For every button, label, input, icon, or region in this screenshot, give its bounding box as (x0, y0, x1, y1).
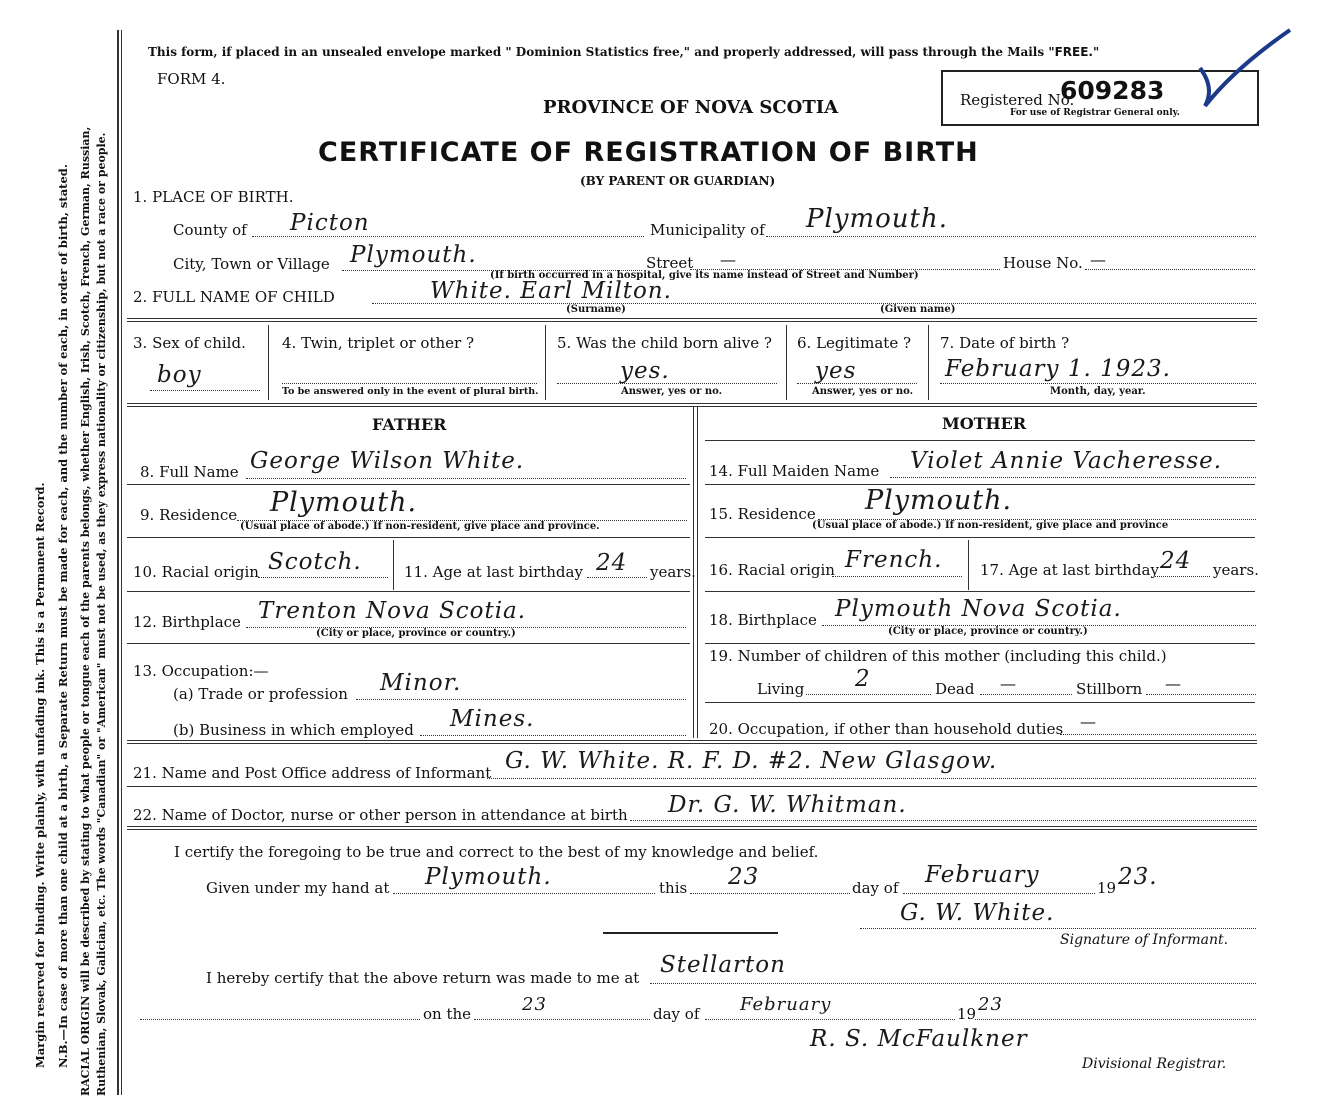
living-value: 2 (855, 666, 871, 692)
margin-rule-inner (121, 30, 122, 1095)
registrar-month-value: February (740, 994, 832, 1015)
father-race-value: Scotch. (268, 549, 362, 575)
mail-notice (148, 45, 1099, 59)
alive-label: 5. Was the child born alive ? (557, 334, 772, 352)
child-name-label: 2. FULL NAME OF CHILD (133, 288, 335, 306)
registrar-year-value: 23 (978, 994, 1003, 1015)
father-years: years. (650, 563, 696, 581)
place-heading: 1. PLACE OF BIRTH. (133, 188, 294, 206)
page-subtitle: (BY PARENT OR GUARDIAN) (580, 174, 776, 188)
alive-note: Answer, yes or no. (621, 386, 723, 397)
dob-note: Month, day, year. (1050, 386, 1146, 397)
mother-name-label: 14. Full Maiden Name (709, 462, 880, 480)
page-title: CERTIFICATE OF REGISTRATION OF BIRTH (318, 137, 979, 168)
father-birthplace-note: (City or place, province or country.) (316, 628, 516, 639)
mother-residence-label: 15. Residence (709, 505, 816, 523)
father-birthplace-label: 12. Birthplace (133, 613, 241, 631)
stillborn-label: Stillborn (1076, 680, 1143, 698)
county-value: Picton (290, 210, 370, 236)
city-label: City, Town or Village (173, 255, 330, 273)
given-year-value: 23. (1118, 864, 1158, 890)
registrar-place-value: Stellarton (660, 952, 786, 978)
registered-number: 609283 (1060, 76, 1165, 105)
stillborn-value: — (1165, 674, 1181, 693)
certify-statement: I certify the foregoing to be true and correct to the best of my knowledge and belief. (174, 843, 819, 861)
dead-value: — (1000, 674, 1016, 693)
registrar-general-note: For use of Registrar General only. (1010, 108, 1180, 118)
dob-label: 7. Date of birth ? (940, 334, 1070, 352)
dayof-label: day of (852, 879, 899, 897)
dob-value: February 1. 1923. (945, 356, 1171, 382)
dead-label: Dead (935, 680, 975, 698)
margin-note-racial-origin: RACIAL ORIGIN will be described by stating to what people or tongue each of the parents belongs, whether English, Irish, Scotch, French, German, Russian, (79, 126, 92, 1096)
father-residence-label: 9. Residence (140, 506, 238, 524)
informant-signature: G. W. White. (900, 900, 1055, 926)
municipality-value: Plymouth. (806, 204, 949, 234)
business-label: (b) Business in which employed (173, 721, 414, 739)
mother-race-label: 16. Racial origin (709, 561, 835, 579)
mother-birthplace-value: Plymouth Nova Scotia. (835, 596, 1122, 622)
margin-rule (117, 30, 119, 1095)
father-residence-note: (Usual place of abode.) If non-resident, give place and province. (240, 521, 600, 532)
sex-label: 3. Sex of child. (133, 334, 246, 352)
child-name-value: White. Earl Milton. (430, 278, 672, 304)
margin-note-racial-origin-2: Ruthenian, Slovak, Galician, etc. The words "Canadian" or "American" must not be used, as they express nationality or citizenship, but not a race or people. (95, 132, 108, 1096)
legitimate-label: 6. Legitimate ? (797, 334, 912, 352)
father-residence-value: Plymouth. (270, 487, 418, 518)
given-name-note: (Given name) (880, 304, 956, 315)
business-value: Mines. (450, 706, 535, 732)
mother-residence-value: Plymouth. (865, 485, 1013, 516)
mother-residence-note: (Usual place of abode.) If non-resident, give place and province (812, 520, 1169, 531)
father-name-value: George Wilson White. (250, 448, 525, 474)
registrar-signature: R. S. McFaulkner (810, 1026, 1028, 1052)
given-month-value: February (925, 862, 1040, 888)
mother-heading: MOTHER (942, 414, 1027, 433)
mother-age-value: 24 (1160, 548, 1192, 574)
father-heading: FATHER (372, 415, 447, 434)
mail-notice-text: This form, if placed in an unsealed envelope marked " Dominion Statistics free," and properly addressed, will pass through the Mails (148, 45, 1045, 59)
mother-age-label: 17. Age at last birthday (980, 561, 1159, 579)
checkmark-icon (1195, 28, 1295, 118)
given-day-value: 23 (728, 864, 760, 890)
informant-label: 21. Name and Post Office address of Informant (133, 764, 492, 782)
city-value: Plymouth. (350, 242, 477, 268)
father-birthplace-value: Trenton Nova Scotia. (258, 598, 527, 624)
year-prefix: 19 (1097, 879, 1117, 897)
registrar-statement: I hereby certify that the above return was made to me at (206, 969, 640, 987)
father-age-value: 24 (596, 550, 628, 576)
sex-value: boy (157, 362, 202, 388)
alive-value: yes. (620, 358, 670, 384)
hospital-note: (If birth occurred in a hospital, give its name instead of Street and Number) (490, 270, 919, 281)
on-label: on the (423, 1005, 472, 1023)
registrar-year-prefix: 19 (957, 1005, 977, 1023)
legitimate-note: Answer, yes or no. (812, 386, 914, 397)
house-label: House No. (1003, 254, 1083, 272)
father-name-label: 8. Full Name (140, 463, 239, 481)
doctor-value: Dr. G. W. Whitman. (668, 792, 907, 818)
given-label: Given under my hand at (206, 879, 390, 897)
twin-note: To be answered only in the event of plural birth. (282, 386, 539, 397)
registered-label: Registered No. (960, 91, 1075, 109)
living-label: Living (757, 680, 805, 698)
given-place-value: Plymouth. (425, 864, 552, 890)
form-number: FORM 4. (157, 70, 226, 88)
children-label: 19. Number of children of this mother (including this child.) (709, 647, 1167, 665)
father-race-label: 10. Racial origin (133, 563, 259, 581)
registrar-day-value: 23 (522, 994, 547, 1015)
this-label: this (659, 879, 688, 897)
legitimate-value: yes (815, 358, 857, 384)
mail-free: "FREE." (1048, 45, 1100, 59)
mother-years: years. (1213, 561, 1259, 579)
surname-note: (Surname) (566, 304, 626, 315)
mother-occupation-label: 20. Occupation, if other than household duties (709, 720, 1064, 738)
mother-race-value: French. (845, 547, 943, 573)
margin-note-binding: Margin reserved for binding. Write plainly, with unfading ink. This is a Permanent Record. (33, 482, 47, 1068)
municipality-label: Municipality of (650, 221, 765, 239)
father-age-label: 11. Age at last birthday (404, 563, 583, 581)
informant-value: G. W. White. R. F. D. #2. New Glasgow. (505, 748, 998, 774)
house-value: — (1090, 250, 1106, 269)
trade-label: (a) Trade or profession (173, 685, 348, 703)
informant-signature-label: Signature of Informant. (1060, 932, 1229, 948)
twin-label: 4. Twin, triplet or other ? (282, 334, 474, 352)
mother-birthplace-label: 18. Birthplace (709, 611, 817, 629)
registrar-signature-label: Divisional Registrar. (1082, 1056, 1227, 1072)
occupation-label: 13. Occupation:— (133, 662, 269, 680)
doctor-label: 22. Name of Doctor, nurse or other person in attendance at birth (133, 806, 628, 824)
mother-name-value: Violet Annie Vacheresse. (910, 448, 1223, 474)
mother-occupation-value: — (1080, 712, 1096, 731)
registrar-dayof-label: day of (653, 1005, 700, 1023)
county-label: County of (173, 221, 247, 239)
trade-value: Minor. (380, 670, 462, 696)
mother-birthplace-note: (City or place, province or country.) (888, 626, 1088, 637)
province-title: PROVINCE OF NOVA SCOTIA (543, 97, 839, 118)
margin-note-multiple-birth: N.B.—In case of more than one child at a birth, a Separate Return must be made for each, and the number of each, in order of birth, stated. (56, 164, 70, 1068)
street-value: — (720, 250, 736, 269)
street-label: Street (646, 254, 694, 272)
